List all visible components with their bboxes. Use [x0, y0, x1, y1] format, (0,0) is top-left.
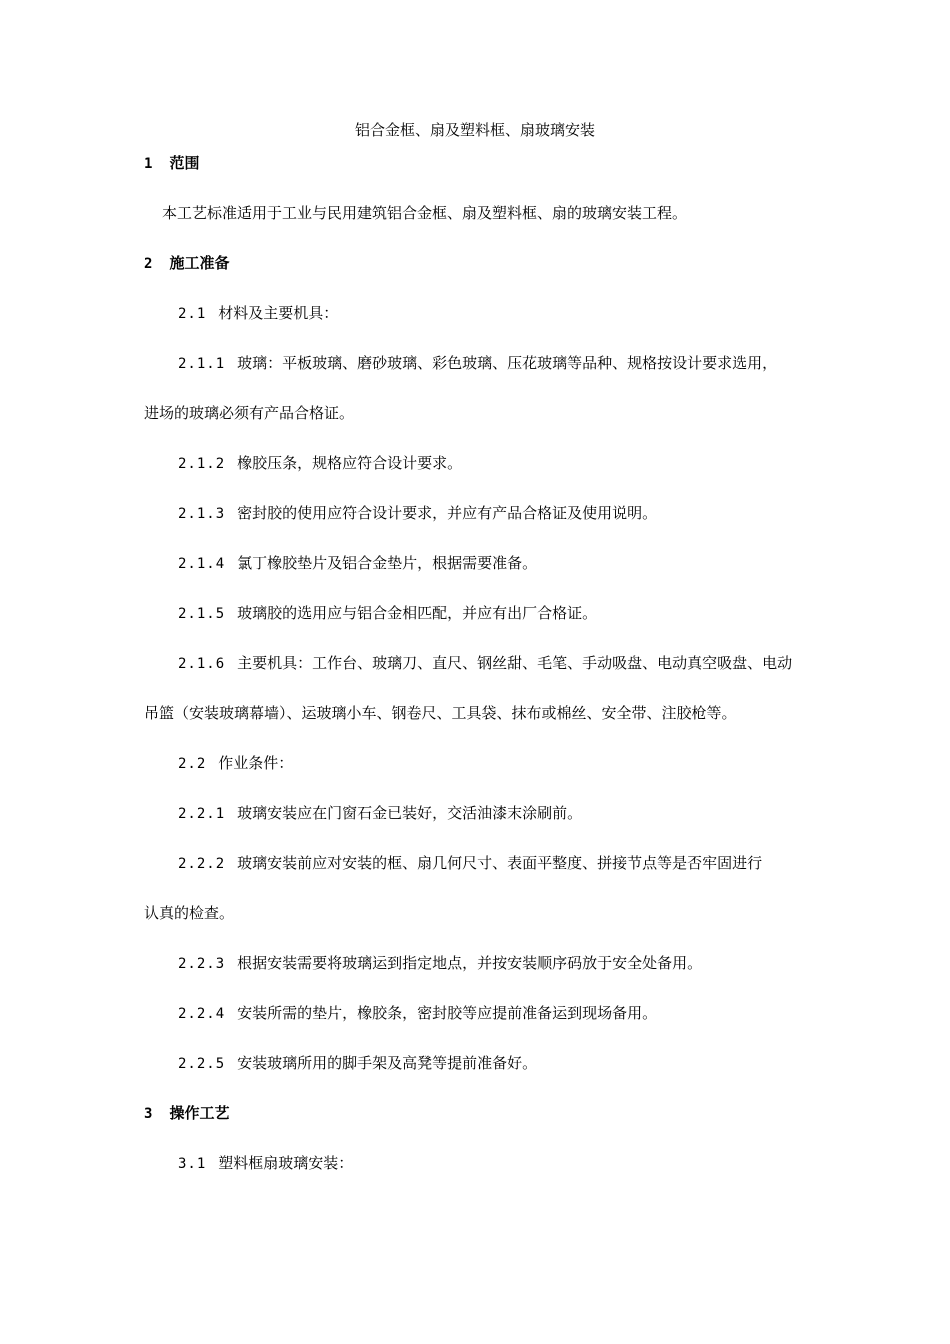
- item-2-1-2: [178, 453, 462, 474]
- section-text: 玻璃：平板玻璃、磨砂玻璃、彩色玻璃、压花玻璃等品种、规格按设计要求选用，: [237, 354, 778, 372]
- item-continuation: 吊篮（安装玻璃幕墙）、运玻璃小车、钢卷尺、工具袋、抹布或棉丝、安全带、注胶枪等。: [144, 704, 737, 722]
- paragraph: 本工艺标准适用于工业与民用建筑铝合金框、扇及塑料框、扇的玻璃安装工程。: [162, 204, 688, 222]
- item-2-2-4: [178, 1003, 657, 1024]
- section-number: 2.1.1: [178, 356, 226, 372]
- item-2-1-5: [178, 603, 597, 624]
- section-text: 氯丁橡胶垫片及铝合金垫片，根据需要准备。: [237, 554, 538, 572]
- item-2-2-3: [178, 953, 702, 974]
- section-number: 1: [144, 156, 154, 172]
- section-number: 2.1: [178, 306, 207, 322]
- section-title: 范围: [169, 154, 200, 172]
- section-heading-2: [144, 253, 229, 274]
- section-text: 塑料框扇玻璃安装：: [218, 1154, 354, 1172]
- item-2-1-4: [178, 553, 537, 574]
- section-text: 密封胶的使用应符合设计要求，并应有产品合格证及使用说明。: [237, 504, 658, 522]
- section-text: 材料及主要机具：: [218, 304, 339, 322]
- section-text: 根据安装需要将玻璃运到指定地点，并按安装顺序码放于安全处备用。: [237, 954, 703, 972]
- section-text: 橡胶压条，规格应符合设计要求。: [237, 454, 463, 472]
- section-number: 2.2.5: [178, 1056, 226, 1072]
- section-number: 2.1.4: [178, 556, 226, 572]
- section-title: 施工准备: [169, 254, 230, 272]
- section-text: 作业条件：: [218, 754, 294, 772]
- section-number: 2.2.4: [178, 1006, 226, 1022]
- item-2-1-3: [178, 503, 657, 524]
- item-2-2-2: [178, 853, 762, 874]
- section-title: 操作工艺: [169, 1104, 230, 1122]
- section-number: 2.1.6: [178, 656, 226, 672]
- section-heading-1: [144, 153, 199, 174]
- subsection-2-1: [178, 303, 338, 324]
- item-2-1-6: [178, 653, 792, 674]
- section-heading-3: [144, 1103, 229, 1124]
- section-number: 2.1.5: [178, 606, 226, 622]
- section-number: 2.2: [178, 756, 207, 772]
- section-number: 3: [144, 1106, 154, 1122]
- item-continuation: 进场的玻璃必须有产品合格证。: [144, 404, 355, 422]
- item-continuation: 认真的检查。: [144, 904, 235, 922]
- document-title: 铝合金框、扇及塑料框、扇玻璃安装: [354, 121, 595, 139]
- section-number: 2: [144, 256, 154, 272]
- section-number: 2.2.3: [178, 956, 226, 972]
- subsection-3-1: [178, 1153, 353, 1174]
- section-number: 2.2.2: [178, 856, 226, 872]
- item-2-2-5: [178, 1053, 537, 1074]
- section-text: 安装所需的垫片，橡胶条，密封胶等应提前准备运到现场备用。: [237, 1004, 658, 1022]
- section-number: 2.1.3: [178, 506, 226, 522]
- section-text: 玻璃安装应在门窗石金已装好，交活油漆末涂刷前。: [237, 804, 583, 822]
- subsection-2-2: [178, 753, 293, 774]
- section-text: 玻璃胶的选用应与铝合金相匹配，并应有出厂合格证。: [237, 604, 598, 622]
- section-number: 3.1: [178, 1156, 207, 1172]
- section-number: 2.2.1: [178, 806, 226, 822]
- section-text: 安装玻璃所用的脚手架及高凳等提前准备好。: [237, 1054, 538, 1072]
- section-text: 玻璃安装前应对安装的框、扇几何尺寸、表面平整度、拼接节点等是否牢固进行: [237, 854, 763, 872]
- item-2-2-1: [178, 803, 582, 824]
- item-2-1-1: [178, 353, 777, 374]
- section-number: 2.1.2: [178, 456, 226, 472]
- section-text: 主要机具：工作台、玻璃刀、直尺、钢丝甜、毛笔、手动吸盘、电动真空吸盘、电动: [237, 654, 793, 672]
